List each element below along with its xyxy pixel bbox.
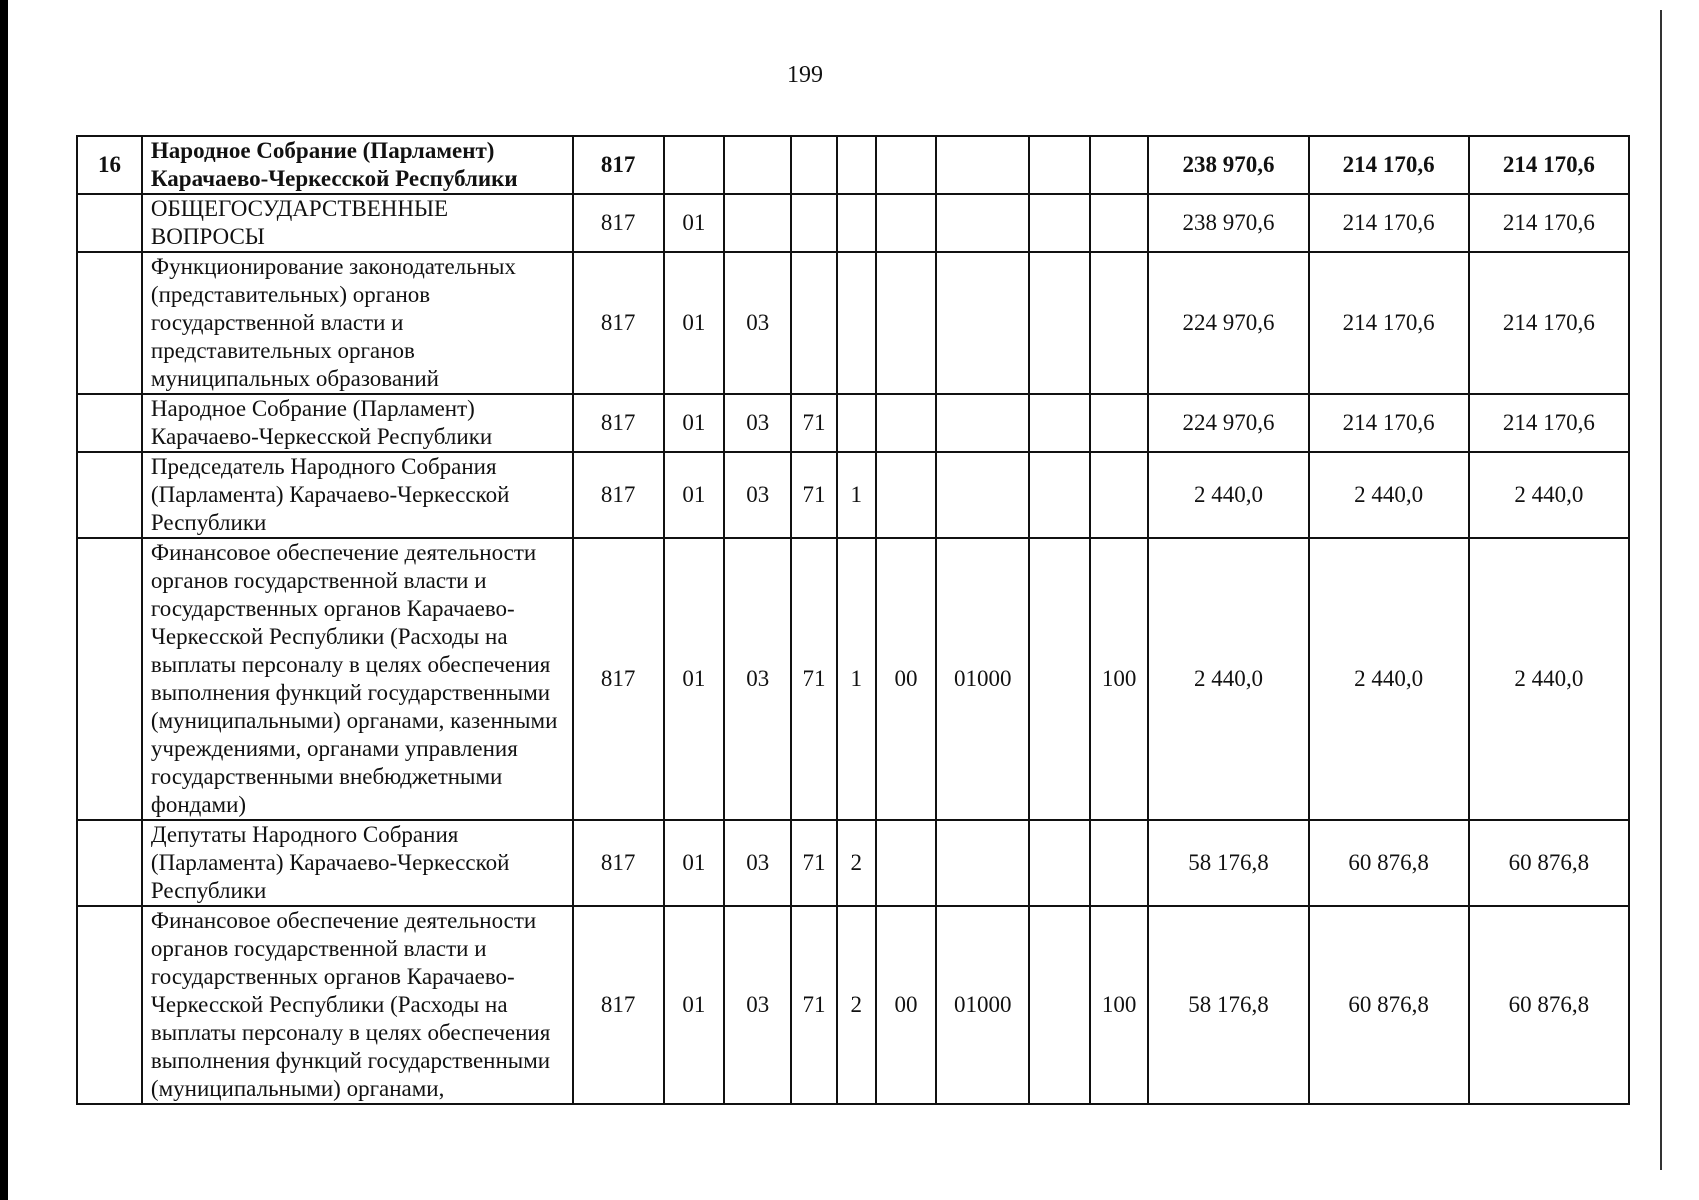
subprogram-code-cell: 2 bbox=[837, 820, 876, 906]
target-article-code-cell bbox=[936, 194, 1029, 252]
amount-year3-cell: 2 440,0 bbox=[1469, 538, 1629, 820]
subprogram-code-cell bbox=[837, 194, 876, 252]
row-number-cell: 16 bbox=[77, 136, 142, 194]
target-article-code-cell: 01000 bbox=[936, 906, 1029, 1104]
amount-year1-cell: 224 970,6 bbox=[1148, 394, 1308, 452]
amount-year1-cell: 2 440,0 bbox=[1148, 538, 1308, 820]
row-number-cell bbox=[77, 906, 142, 1104]
amount-year2-cell: 214 170,6 bbox=[1309, 252, 1469, 394]
program-code-cell: 71 bbox=[791, 394, 836, 452]
table-body bbox=[77, 136, 1629, 1104]
ministry-code-cell: 817 bbox=[573, 906, 664, 1104]
program-code-cell: 71 bbox=[791, 538, 836, 820]
amount-year3-cell: 214 170,6 bbox=[1469, 136, 1629, 194]
amount-year2-cell: 214 170,6 bbox=[1309, 136, 1469, 194]
amount-year2-cell: 60 876,8 bbox=[1309, 906, 1469, 1104]
expense-type-code-cell bbox=[1090, 252, 1148, 394]
ministry-code-cell: 817 bbox=[573, 136, 664, 194]
program-code-cell bbox=[791, 194, 836, 252]
reserved-code-cell bbox=[1029, 394, 1090, 452]
amount-year1-cell: 238 970,6 bbox=[1148, 194, 1308, 252]
section-code-cell: 01 bbox=[664, 538, 725, 820]
page-number: 199 bbox=[787, 62, 823, 88]
amount-year3-cell: 214 170,6 bbox=[1469, 194, 1629, 252]
subprogram-code-cell: 1 bbox=[837, 452, 876, 538]
row-number-cell bbox=[77, 394, 142, 452]
item-name-cell: Председатель Народного Собрания (Парламента) Карачаево-Черкесской Республики bbox=[142, 452, 573, 538]
item-name-cell: Финансовое обеспечение деятельности органов государственной власти и государственных органов Карачаево-Черкесской Республики (Расходы на выплаты персоналу в целях обеспечения выполнения функций государственными (муниципальными) органами, bbox=[142, 906, 573, 1104]
table-row bbox=[77, 906, 1629, 1104]
row-number-cell bbox=[77, 194, 142, 252]
amount-year2-cell: 214 170,6 bbox=[1309, 194, 1469, 252]
subprogram-code-cell: 2 bbox=[837, 906, 876, 1104]
program-code-cell bbox=[791, 136, 836, 194]
subprogram-code-cell bbox=[837, 136, 876, 194]
reserved-code-cell bbox=[1029, 906, 1090, 1104]
section-code-cell: 01 bbox=[664, 452, 725, 538]
ministry-code-cell: 817 bbox=[573, 394, 664, 452]
ministry-code-cell: 817 bbox=[573, 452, 664, 538]
expense-type-code-cell bbox=[1090, 394, 1148, 452]
program-code-cell bbox=[791, 252, 836, 394]
subprogram-code-cell bbox=[837, 394, 876, 452]
table-row bbox=[77, 394, 1629, 452]
ministry-code-cell: 817 bbox=[573, 820, 664, 906]
table-row bbox=[77, 452, 1629, 538]
reserved-code-cell bbox=[1029, 252, 1090, 394]
subsection-code-cell: 03 bbox=[724, 452, 791, 538]
subsection-code-cell: 03 bbox=[724, 538, 791, 820]
amount-year3-cell: 60 876,8 bbox=[1469, 906, 1629, 1104]
expense-type-code-cell bbox=[1090, 452, 1148, 538]
subprogram-code-cell bbox=[837, 252, 876, 394]
item-name-cell: Народное Собрание (Парламент) Карачаево-Черкесской Республики bbox=[142, 136, 573, 194]
direction-code-cell bbox=[876, 252, 937, 394]
item-name-cell: Народное Собрание (Парламент) Карачаево-Черкесской Республики bbox=[142, 394, 573, 452]
subsection-code-cell bbox=[724, 136, 791, 194]
amount-year3-cell: 60 876,8 bbox=[1469, 820, 1629, 906]
direction-code-cell bbox=[876, 820, 937, 906]
reserved-code-cell bbox=[1029, 820, 1090, 906]
expense-type-code-cell bbox=[1090, 820, 1148, 906]
ministry-code-cell: 817 bbox=[573, 194, 664, 252]
target-article-code-cell bbox=[936, 252, 1029, 394]
section-code-cell: 01 bbox=[664, 820, 725, 906]
section-code-cell: 01 bbox=[664, 252, 725, 394]
item-name-cell: Финансовое обеспечение деятельности органов государственной власти и государственных органов Карачаево-Черкесской Республики (Расходы на выплаты персоналу в целях обеспечения выполнения функций государственными (муниципальными) органами, казенными учреждениями, органами управления государственными внебюджетными фондами) bbox=[142, 538, 573, 820]
section-code-cell: 01 bbox=[664, 394, 725, 452]
item-name-cell: Депутаты Народного Собрания (Парламента) Карачаево-Черкесской Республики bbox=[142, 820, 573, 906]
row-number-cell bbox=[77, 820, 142, 906]
amount-year2-cell: 2 440,0 bbox=[1309, 538, 1469, 820]
section-code-cell: 01 bbox=[664, 906, 725, 1104]
expense-type-code-cell bbox=[1090, 136, 1148, 194]
reserved-code-cell bbox=[1029, 194, 1090, 252]
amount-year3-cell: 2 440,0 bbox=[1469, 452, 1629, 538]
subsection-code-cell: 03 bbox=[724, 906, 791, 1104]
item-name-cell: Функционирование законодательных (представительных) органов государственной власти и представительных органов муниципальных образований bbox=[142, 252, 573, 394]
target-article-code-cell bbox=[936, 820, 1029, 906]
amount-year2-cell: 60 876,8 bbox=[1309, 820, 1469, 906]
budget-table bbox=[76, 135, 1630, 1105]
subsection-code-cell bbox=[724, 194, 791, 252]
table-row bbox=[77, 538, 1629, 820]
expense-type-code-cell: 100 bbox=[1090, 906, 1148, 1104]
row-number-cell bbox=[77, 252, 142, 394]
amount-year2-cell: 214 170,6 bbox=[1309, 394, 1469, 452]
program-code-cell: 71 bbox=[791, 906, 836, 1104]
direction-code-cell: 00 bbox=[876, 906, 937, 1104]
amount-year1-cell: 224 970,6 bbox=[1148, 252, 1308, 394]
direction-code-cell bbox=[876, 194, 937, 252]
amount-year3-cell: 214 170,6 bbox=[1469, 252, 1629, 394]
reserved-code-cell bbox=[1029, 136, 1090, 194]
reserved-code-cell bbox=[1029, 538, 1090, 820]
row-number-cell bbox=[77, 452, 142, 538]
direction-code-cell bbox=[876, 394, 937, 452]
amount-year1-cell: 2 440,0 bbox=[1148, 452, 1308, 538]
subsection-code-cell: 03 bbox=[724, 820, 791, 906]
subprogram-code-cell: 1 bbox=[837, 538, 876, 820]
amount-year1-cell: 238 970,6 bbox=[1148, 136, 1308, 194]
section-code-cell: 01 bbox=[664, 194, 725, 252]
subsection-code-cell: 03 bbox=[724, 252, 791, 394]
expense-type-code-cell bbox=[1090, 194, 1148, 252]
item-name-cell: ОБЩЕГОСУДАРСТВЕННЫЕ ВОПРОСЫ bbox=[142, 194, 573, 252]
row-number-cell bbox=[77, 538, 142, 820]
table-row bbox=[77, 820, 1629, 906]
ministry-code-cell: 817 bbox=[573, 538, 664, 820]
amount-year1-cell: 58 176,8 bbox=[1148, 906, 1308, 1104]
amount-year2-cell: 2 440,0 bbox=[1309, 452, 1469, 538]
expense-type-code-cell: 100 bbox=[1090, 538, 1148, 820]
target-article-code-cell bbox=[936, 136, 1029, 194]
program-code-cell: 71 bbox=[791, 820, 836, 906]
reserved-code-cell bbox=[1029, 452, 1090, 538]
program-code-cell: 71 bbox=[791, 452, 836, 538]
target-article-code-cell bbox=[936, 394, 1029, 452]
target-article-code-cell bbox=[936, 452, 1029, 538]
target-article-code-cell: 01000 bbox=[936, 538, 1029, 820]
direction-code-cell bbox=[876, 452, 937, 538]
table-row bbox=[77, 194, 1629, 252]
table-row bbox=[77, 252, 1629, 394]
section-code-cell bbox=[664, 136, 725, 194]
ministry-code-cell: 817 bbox=[573, 252, 664, 394]
table-row bbox=[77, 136, 1629, 194]
amount-year3-cell: 214 170,6 bbox=[1469, 394, 1629, 452]
scan-border-right bbox=[1660, 10, 1662, 1170]
amount-year1-cell: 58 176,8 bbox=[1148, 820, 1308, 906]
subsection-code-cell: 03 bbox=[724, 394, 791, 452]
direction-code-cell: 00 bbox=[876, 538, 937, 820]
scan-border-left bbox=[0, 0, 8, 1200]
direction-code-cell bbox=[876, 136, 937, 194]
